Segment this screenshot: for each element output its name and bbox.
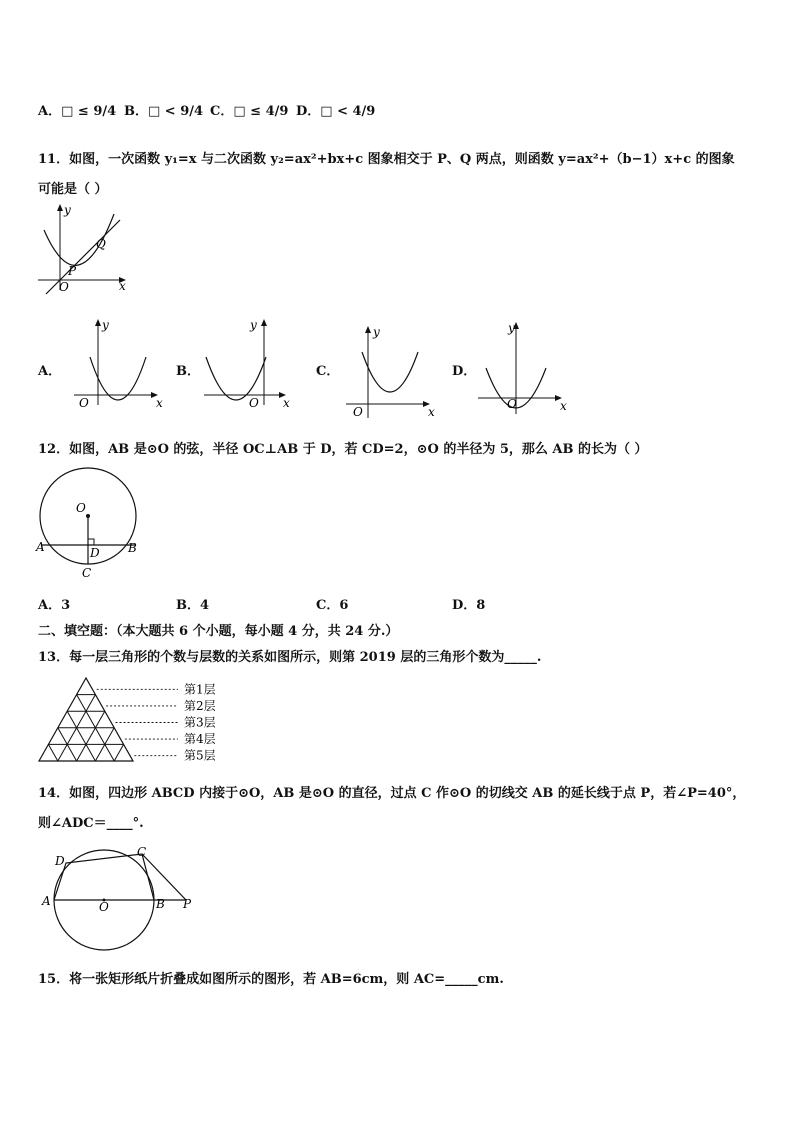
y-axis-arrow: [365, 326, 371, 333]
layer-label: 第5层: [184, 748, 216, 763]
layer-label: 第3层: [184, 715, 216, 730]
y-axis-arrow: [57, 204, 63, 211]
parabola: [362, 352, 418, 392]
fig-x-label: x: [119, 279, 126, 293]
y-axis-arrow: [95, 319, 101, 326]
q12-circle-figure: [34, 464, 144, 584]
line-y-equals-x: [46, 220, 120, 294]
y-label: y: [102, 318, 109, 332]
origin-label: O: [507, 397, 517, 411]
layer-label: 第2层: [184, 698, 216, 713]
diagonal-line: [114, 744, 123, 761]
fig-point-p-label: P: [68, 264, 77, 278]
q10-option-a: A．□ ≤ 9/4: [38, 104, 117, 119]
q11-option-b-label: B．: [176, 364, 200, 379]
diagonal-line: [48, 744, 57, 761]
fig-point-q-label: Q: [96, 237, 106, 251]
origin-label: O: [79, 396, 89, 410]
x-label: x: [156, 396, 163, 410]
y-axis-arrow: [261, 319, 267, 326]
q15-text: 15．将一张矩形纸片折叠成如图所示的图形，若 AB=6cm，则 AC=_____cm.: [38, 972, 504, 987]
y-label: y: [250, 318, 257, 332]
layer-label: 第1层: [184, 682, 216, 697]
q10-option-c: C．□ ≤ 4/9: [210, 104, 289, 119]
origin-label: O: [249, 396, 259, 410]
origin-label: O: [353, 405, 363, 419]
x-label: x: [560, 399, 567, 413]
q12-text: 12．如图，AB 是⊙O 的弦，半径 OC⊥AB 于 D，若 CD=2，⊙O 的半径为 5，那么 AB 的长为（ ）: [38, 442, 648, 457]
label-d: D: [90, 546, 100, 560]
layer-label: 第4层: [184, 732, 216, 747]
q12-option-a: A．3: [38, 598, 71, 613]
q11-text-line2: 可能是（ ）: [38, 182, 108, 197]
y-label: y: [373, 325, 380, 339]
q14-text-line2: 则∠ADC＝____°.: [38, 816, 144, 831]
q12-option-c: C．6: [316, 598, 349, 613]
x-label: x: [428, 405, 435, 419]
q11-figure: [30, 200, 140, 300]
label-d: D: [55, 854, 65, 868]
y-label: y: [508, 321, 515, 335]
q10-option-d: D．□ < 4/9: [296, 104, 376, 119]
q11-option-d-graph: [476, 318, 576, 413]
label-c: C: [137, 845, 147, 859]
label-c: C: [82, 566, 92, 580]
q14-circle-figure: [38, 842, 198, 952]
q14-text-line1: 14．如图，四边形 ABCD 内接于⊙O，AB 是⊙O 的直径，过点 C 作⊙O 的切线交 AB 的延长线于点 P，若∠P=40°，: [38, 786, 746, 801]
label-b: B: [128, 541, 137, 555]
q13-text: 13．每一层三角形的个数与层数的关系如图所示，则第 2019 层的三角形个数为_____.: [38, 650, 542, 665]
label-o: O: [99, 900, 109, 914]
q11-option-c-graph: [344, 320, 444, 419]
q11-option-b-graph: [202, 315, 302, 410]
q11-option-a-graph: [72, 315, 172, 410]
label-a: A: [36, 540, 45, 554]
q10-option-b: B．□ < 9/4: [124, 104, 204, 119]
center-dot: [86, 514, 90, 518]
section-2-title: 二、填空题：（本大题共 6 个小题，每小题 4 分，共 24 分.）: [38, 624, 399, 639]
q11-option-d-label: D．: [452, 364, 477, 379]
fig-origin-label: O: [59, 280, 69, 294]
label-b: B: [156, 897, 165, 911]
x-label: x: [283, 396, 290, 410]
label-a: A: [42, 894, 51, 908]
q11-option-c-label: C．: [316, 364, 340, 379]
q12-option-b: B．4: [176, 598, 210, 613]
fig-y-label: y: [64, 203, 71, 217]
q11-text-line1: 11．如图，一次函数 y₁=x 与二次函数 y₂=ax²+bx+c 图象相交于 P、Q 两点，则函数 y=ax²+（b−1）x+c 的图象: [38, 152, 735, 167]
quadrilateral-abcd: [54, 854, 154, 900]
parabola: [206, 357, 266, 400]
q12-option-d: D．8: [452, 598, 486, 613]
label-p: P: [183, 897, 192, 911]
outer-triangle: [39, 678, 133, 761]
right-angle-mark: [88, 539, 94, 545]
q11-option-a-label: A．: [38, 364, 62, 379]
q13-triangle-figure: [36, 676, 236, 766]
label-o: O: [76, 501, 86, 515]
